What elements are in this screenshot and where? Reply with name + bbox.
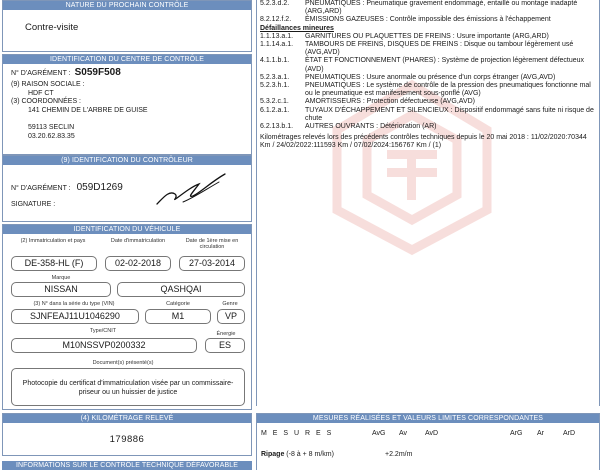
date-circ-label: Date de 1ère mise en circulation [185, 238, 239, 250]
kilometrage-header: (4) KILOMÉTRAGE RELEVÉ [3, 414, 251, 423]
date-immat-label: Date d'immatriculation [110, 238, 166, 244]
defect-code: 5.2.3.h.1. [260, 82, 290, 90]
mesures-section [256, 413, 600, 470]
marque-value: NISSAN [11, 282, 111, 297]
defect-code: 5.2.3.d.2. [260, 0, 290, 7]
docs-value: Photocopie du certificat d'immatriculation visée par un commissaire-priseur ou un huissier de justice [11, 368, 245, 406]
immat-value: DE-358-HL (F) [11, 256, 97, 271]
energie-value: ES [205, 338, 245, 353]
centre-address: 141 CHEMIN DE L'ARBRE DE GUISE [28, 106, 148, 114]
left-column [2, 0, 252, 470]
controleur-section [2, 155, 252, 222]
vehicule-header: IDENTIFICATION DU VÉHICULE [3, 225, 251, 234]
defect-row [257, 57, 599, 73]
defect-text: GARNITURES OU PLAQUETTES DE FREINS : Usure importante (ARG,ARD) [305, 32, 549, 40]
right-column [256, 0, 600, 470]
docs-label: Document(s) présenté(s) [92, 360, 154, 366]
type-label: Type/CNIT [89, 328, 117, 334]
defect-row [257, 74, 599, 82]
signature-label: SIGNATURE : [11, 201, 56, 208]
defect-row [257, 33, 599, 41]
defect-row [257, 107, 599, 123]
col-av: Av [399, 430, 408, 437]
col-arg: ArG [510, 430, 523, 437]
ripage-label: Ripage [261, 451, 285, 458]
defect-code: 5.2.3.a.1. [260, 73, 290, 81]
defect-text: ÉMISSIONS GAZEUSES : Contrôle impossible des émissions à l'échappement [305, 16, 551, 24]
centre-agrement [3, 64, 251, 78]
coord-label: (3) COORDONNÉES : [11, 98, 82, 105]
defect-text: ÉTAT ET FONCTIONNEMENT (PHARES) : Système de projection légèrement défectueux (AVD) [305, 57, 585, 73]
defect-text: AUTRES OUVRANTS : Détérioration (AR) [305, 123, 437, 131]
ripage-row [261, 451, 334, 458]
ripage-limit: (-8 à + 8 m/km) [286, 451, 334, 458]
col-avd: AvD [425, 430, 439, 437]
col-avg: AvG [372, 430, 386, 437]
mesures-header: MESURES RÉALISÉES ET VALEURS LIMITES CORRESPONDANTES [257, 414, 599, 423]
categorie-label: Catégorie [166, 301, 190, 307]
defect-code: 6.2.13.b.1. [260, 123, 294, 131]
controleur-agrement-label: N° D'AGRÉMENT : [11, 185, 71, 192]
ripage-value: +2.2m/m [385, 451, 413, 458]
defect-row [257, 16, 599, 24]
raison-value: HDF CT [28, 89, 54, 97]
col-ard: ArD [563, 430, 576, 437]
minor-defects-title: Défaillances mineures [260, 24, 334, 32]
defect-row [257, 0, 599, 16]
kilometrage-section [2, 413, 252, 456]
centre-section [2, 54, 252, 155]
defect-row [257, 41, 599, 57]
defect-text: AMORTISSEURS : Protection défectueuse (AVG,AVD) [305, 98, 476, 106]
centre-agrement-label: N° D'AGRÉMENT : [11, 70, 71, 77]
kilometrage-value: 179886 [109, 434, 145, 445]
col-ar: Ar [537, 430, 544, 437]
defect-code: 1.1.13.a.1. [260, 32, 294, 40]
raison-label: (9) RAISON SOCIALE : [11, 81, 85, 88]
nature-section [2, 0, 252, 52]
centre-city: 59113 SECLIN [28, 124, 75, 131]
defect-row [257, 98, 599, 106]
nature-header: NATURE DU PROCHAIN CONTRÔLE [3, 1, 251, 10]
centre-phone: 03.20.62.83.35 [28, 132, 75, 140]
vehicule-section [2, 224, 252, 410]
defects-section [256, 0, 600, 406]
defect-code: 1.1.14.a.1. [260, 41, 294, 49]
mesures-label: M E S U R E S [261, 430, 334, 437]
defect-text: TAMBOURS DE FREINS, DISQUES DE FREINS : Disque ou tambour légèrement usé (AVG,AVD) [305, 41, 574, 57]
defect-code: 8.2.12.f.2. [260, 16, 292, 24]
type-value: M10NSSVP0200332 [11, 338, 197, 353]
km-history: Kilométrages relevés lors des précédents contrôles techniques depuis le 20 mai 2018 : 11/02/2020:70344 Km / 24/02/2022:111593 Km / 07/02/2024:156767 Km / (1) [260, 134, 587, 150]
signature-image [153, 168, 228, 208]
centre-agrement-value: S059F508 [74, 67, 121, 78]
defect-text: TUYAUX D'ÉCHAPPEMENT ET SILENCIEUX : Dispositif endommagé sans fuite ni risque de chute [305, 106, 594, 122]
categorie-value: M1 [145, 309, 211, 324]
centre-header: IDENTIFICATION DU CENTRE DE CONTRÔLE [3, 55, 251, 64]
vin-value: SJNFEAJ11U1046290 [11, 309, 139, 324]
genre-value: VP [217, 309, 245, 324]
marque-label: Marque [51, 275, 71, 281]
defect-code: 4.1.1.b.1. [260, 57, 290, 65]
controleur-header: (9) IDENTIFICATION DU CONTRÔLEUR [3, 156, 251, 165]
nature-value: Contre-visite [25, 22, 79, 33]
defect-text: PNEUMATIQUES : Usure anormale ou présence d'un corps étranger (AVG,AVD) [305, 73, 556, 81]
defect-code: 6.1.2.a.1. [260, 106, 290, 114]
defect-text: PNEUMATIQUES : Le système de contrôle de la pression des pneumatiques fonctionne mal ou le pneumatique est manifestement sous-gonflé (AVG) [305, 82, 591, 98]
modele-value: QASHQAI [117, 282, 245, 297]
controleur-agrement-value: 059D1269 [76, 182, 123, 193]
defect-row [257, 123, 599, 131]
defect-code: 5.3.2.c.1. [260, 98, 289, 106]
defect-row [257, 82, 599, 98]
date-immat-value: 02-02-2018 [105, 256, 171, 271]
immat-label: (2) Immatriculation et pays [20, 238, 86, 244]
vin-label: (3) N° dans la série du type (VIN) [33, 301, 115, 307]
date-circ-value: 27-03-2014 [179, 256, 245, 271]
genre-label: Genre [222, 301, 238, 307]
infos-header: INFORMATIONS SUR LE CONTRÔLE TECHNIQUE DÉFAVORABLE [2, 461, 252, 470]
energie-label: Énergie [216, 331, 236, 337]
infos-section [2, 461, 252, 470]
defect-text: PNEUMATIQUES : Pneumatique gravement endommagé, entaillé ou montage inadapté (ARG,ARD) [305, 0, 578, 16]
